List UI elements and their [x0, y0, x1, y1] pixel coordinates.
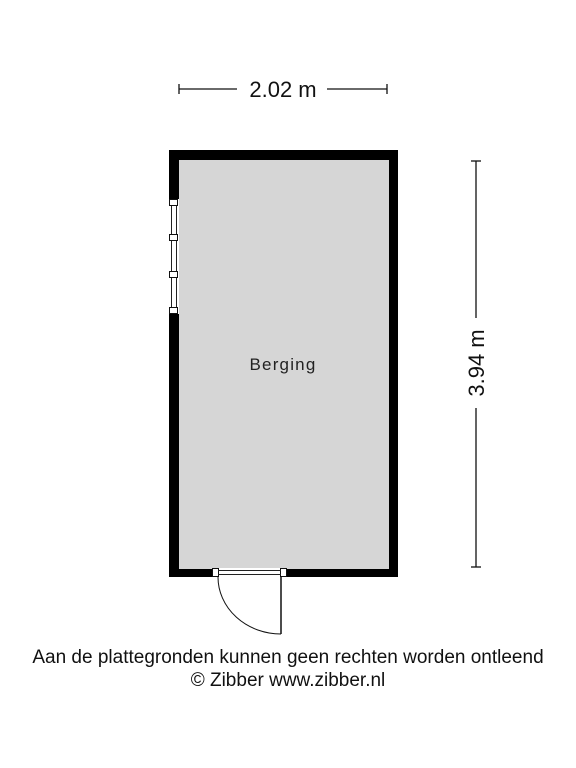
- width-dimension: [179, 77, 387, 102]
- height-dimension: [464, 161, 489, 567]
- window-mullion: [170, 235, 178, 241]
- disclaimer-text: Aan de plattegronden kunnen geen rechten worden ontleend: [32, 647, 544, 668]
- room-label: Berging: [249, 355, 317, 374]
- window-mullion: [170, 308, 178, 314]
- room-berging: [169, 150, 398, 634]
- door-bottom-wall: [212, 568, 287, 634]
- door-jamb-right: [281, 569, 287, 577]
- door-opening: [212, 568, 287, 578]
- height-dimension-label: 3.94 m: [464, 329, 489, 397]
- window-mullion: [170, 272, 178, 278]
- door-jamb-left: [213, 569, 219, 577]
- door-swing-arc: [218, 577, 281, 634]
- window-mullion: [170, 200, 178, 206]
- window-opening: [169, 199, 179, 314]
- window-left-wall: [169, 199, 179, 314]
- width-dimension-label: 2.02 m: [249, 77, 317, 102]
- copyright-text: © Zibber www.zibber.nl: [190, 670, 386, 691]
